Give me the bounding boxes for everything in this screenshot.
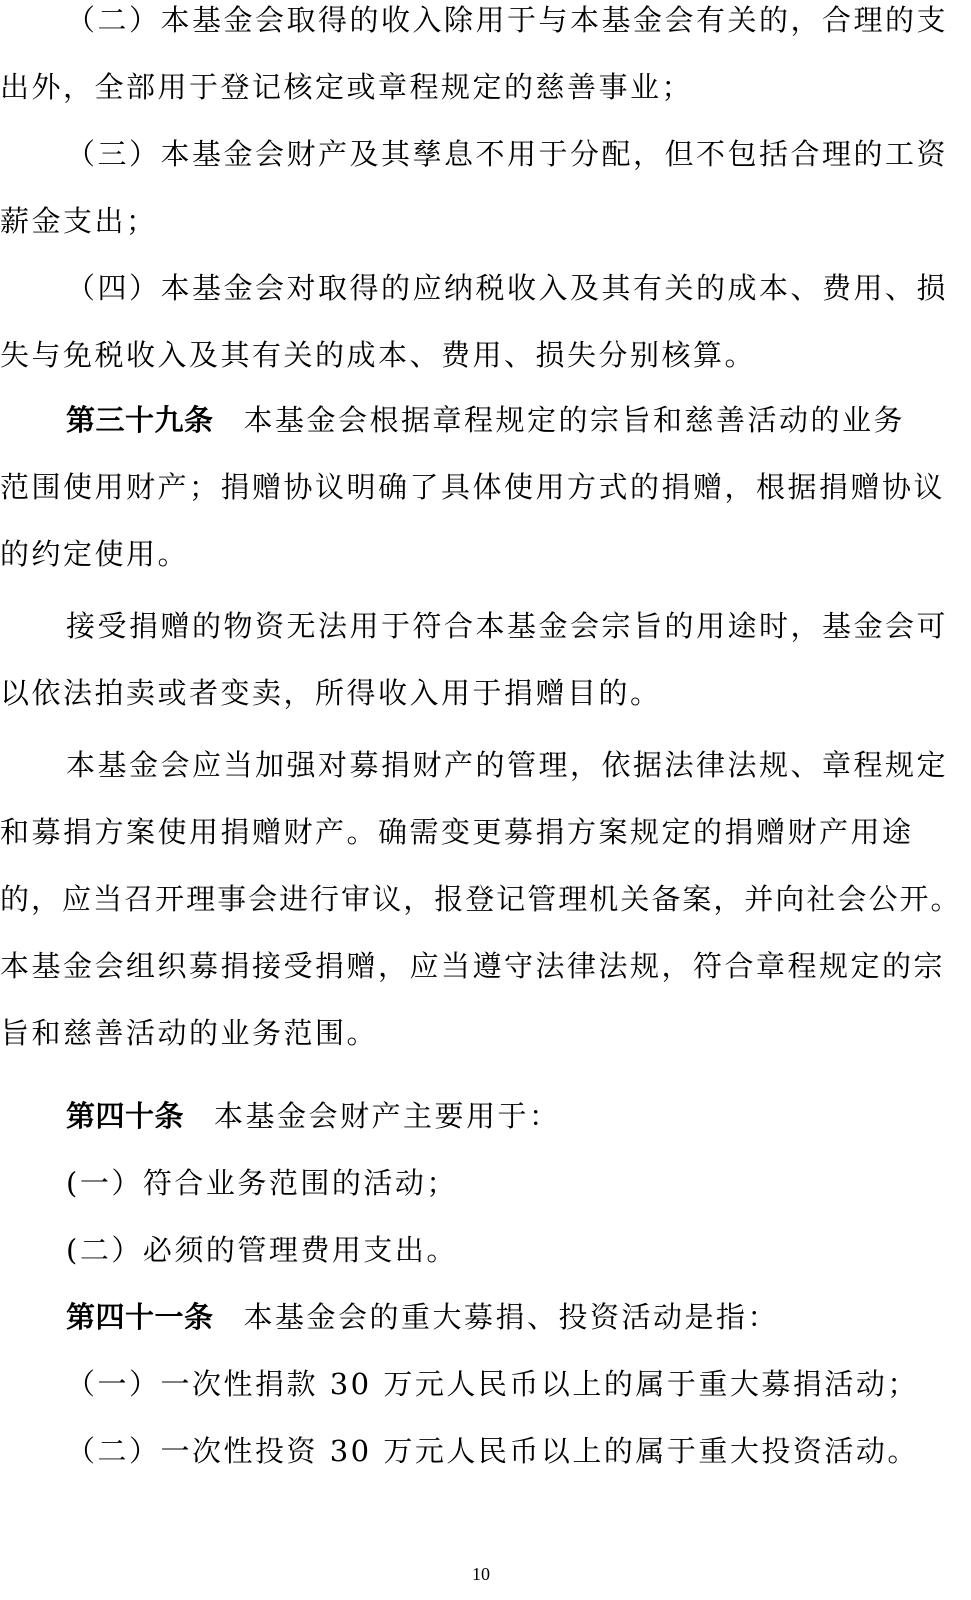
article-text: 本基金会根据章程规定的宗旨和慈善活动的业务 [243, 403, 906, 437]
text-line: 的，应当召开理事会进行审议，报登记管理机关备案，并向社会公开。 [0, 882, 962, 916]
article-39-line [66, 400, 905, 440]
text-line: 薪金支出； [0, 204, 158, 238]
article-heading: 第四十条 [66, 1099, 185, 1133]
text-line: 范围使用财产；捐赠协议明确了具体使用方式的捐赠，根据捐赠协议 [0, 470, 946, 504]
text-line: 本基金会应当加强对募捐财产的管理，依据法律法规、章程规定 [66, 748, 949, 782]
article-heading: 第四十一条 [66, 1300, 214, 1334]
article-text: 本基金会的重大募捐、投资活动是指： [243, 1300, 780, 1334]
list-item: (二）必须的管理费用支出。 [66, 1233, 458, 1267]
list-item: （一）一次性捐款 30 万元人民币以上的属于重大募捐活动； [66, 1367, 919, 1401]
text-line: 出外，全部用于登记核定或章程规定的慈善事业； [0, 70, 694, 104]
text-line: （三）本基金会财产及其孳息不用于分配，但不包括合理的工资 [66, 137, 949, 171]
text-line: 失与免税收入及其有关的成本、费用、损失分别核算。 [0, 338, 757, 372]
article-41-line [66, 1297, 779, 1337]
article-text: 本基金会财产主要用于： [214, 1099, 561, 1133]
text-line: 的约定使用。 [0, 537, 190, 571]
text-line: 本基金会组织募捐接受捐赠，应当遵守法律法规，符合章程规定的宗 [0, 949, 946, 983]
article-heading: 第三十九条 [66, 403, 214, 437]
text-line: （二）本基金会取得的收入除用于与本基金会有关的，合理的支 [66, 3, 949, 37]
page-number: 10 [472, 1564, 490, 1584]
list-item: （二）一次性投资 30 万元人民币以上的属于重大投资活动。 [66, 1434, 919, 1468]
text-line: 以依法拍卖或者变卖，所得收入用于捐赠目的。 [0, 676, 662, 710]
text-line: 接受捐赠的物资无法用于符合本基金会宗旨的用途时，基金会可 [66, 609, 949, 643]
article-40-line [66, 1096, 561, 1136]
list-item: (一）符合业务范围的活动； [66, 1166, 458, 1200]
text-line: 旨和慈善活动的业务范围。 [0, 1016, 379, 1050]
text-line: 和募捐方案使用捐赠财产。确需变更募捐方案规定的捐赠财产用途 [0, 815, 914, 849]
text-line: （四）本基金会对取得的应纳税收入及其有关的成本、费用、损 [66, 271, 949, 305]
